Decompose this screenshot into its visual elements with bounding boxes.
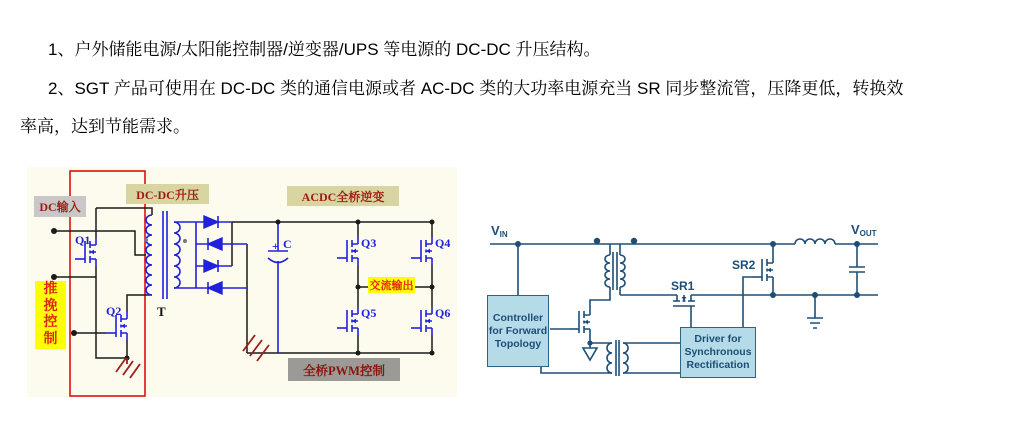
doc-text-line-2: 2、SGT 产品可使用在 DC-DC 类的通信电源或者 AC-DC 类的大功率电源充当 SR 同步整流管，压降更低，转换效: [48, 79, 904, 98]
vout-label: $V_{OUT}$: [851, 222, 877, 238]
driver-block: [680, 327, 756, 378]
winding-dot: [183, 239, 187, 243]
gate-drive-transformer: [607, 340, 628, 376]
q4-label: Q4: [435, 236, 451, 250]
sync-rectification-circuit-figure: [483, 222, 883, 387]
ground-symbol: [807, 318, 823, 328]
label-push-pull-control: 推挽控制: [35, 281, 66, 349]
label-ac-output: 交流输出: [368, 277, 415, 293]
winding-dot: [144, 238, 148, 242]
vin-label: $V_{IN}$: [491, 223, 508, 239]
label-dc-input: DC输入: [34, 196, 86, 217]
controller-block: [487, 295, 549, 367]
q5-label: Q5: [361, 306, 377, 320]
pushpull-boost-circuit-figure: [27, 167, 457, 399]
sr1-label: SR1: [671, 279, 695, 293]
controller-text: Topology: [494, 337, 542, 350]
cap-label: C: [283, 237, 292, 251]
mosfet-primary-switch: [569, 308, 590, 336]
sr2-label: SR2: [732, 258, 756, 272]
label-dcdc-boost: DC-DC升压: [126, 184, 209, 204]
doc-text-line-3: 率高，达到节能需求。: [20, 117, 190, 136]
doc-text-line-1: 1、户外储能电源/太阳能控制器/逆变器/UPS 等电源的 DC-DC 升压结构。: [48, 40, 601, 59]
driver-text: Rectification: [686, 359, 750, 371]
q1-label: Q1: [75, 233, 91, 247]
driver-text: Synchronous: [684, 346, 752, 358]
main-transformer: [605, 252, 625, 290]
q3-label: Q3: [361, 236, 377, 250]
cap-plus-sign: +: [272, 239, 279, 253]
label-acdc-inverter: ACDC全桥逆变: [287, 186, 399, 206]
controller-text: Controller: [492, 311, 544, 324]
driver-text: Driver for: [694, 333, 742, 345]
mosfet-sr1: [670, 295, 698, 316]
q6-label: Q6: [435, 306, 451, 320]
transformer-label: T: [157, 304, 166, 319]
controller-text: for Forward: [488, 324, 548, 337]
output-capacitor: [849, 267, 865, 272]
output-inductor: [795, 239, 835, 244]
label-fullbridge-pwm-control: 全桥PWM控制: [288, 358, 400, 381]
ground-triangle: [583, 348, 597, 360]
q2-label: Q2: [106, 304, 122, 318]
